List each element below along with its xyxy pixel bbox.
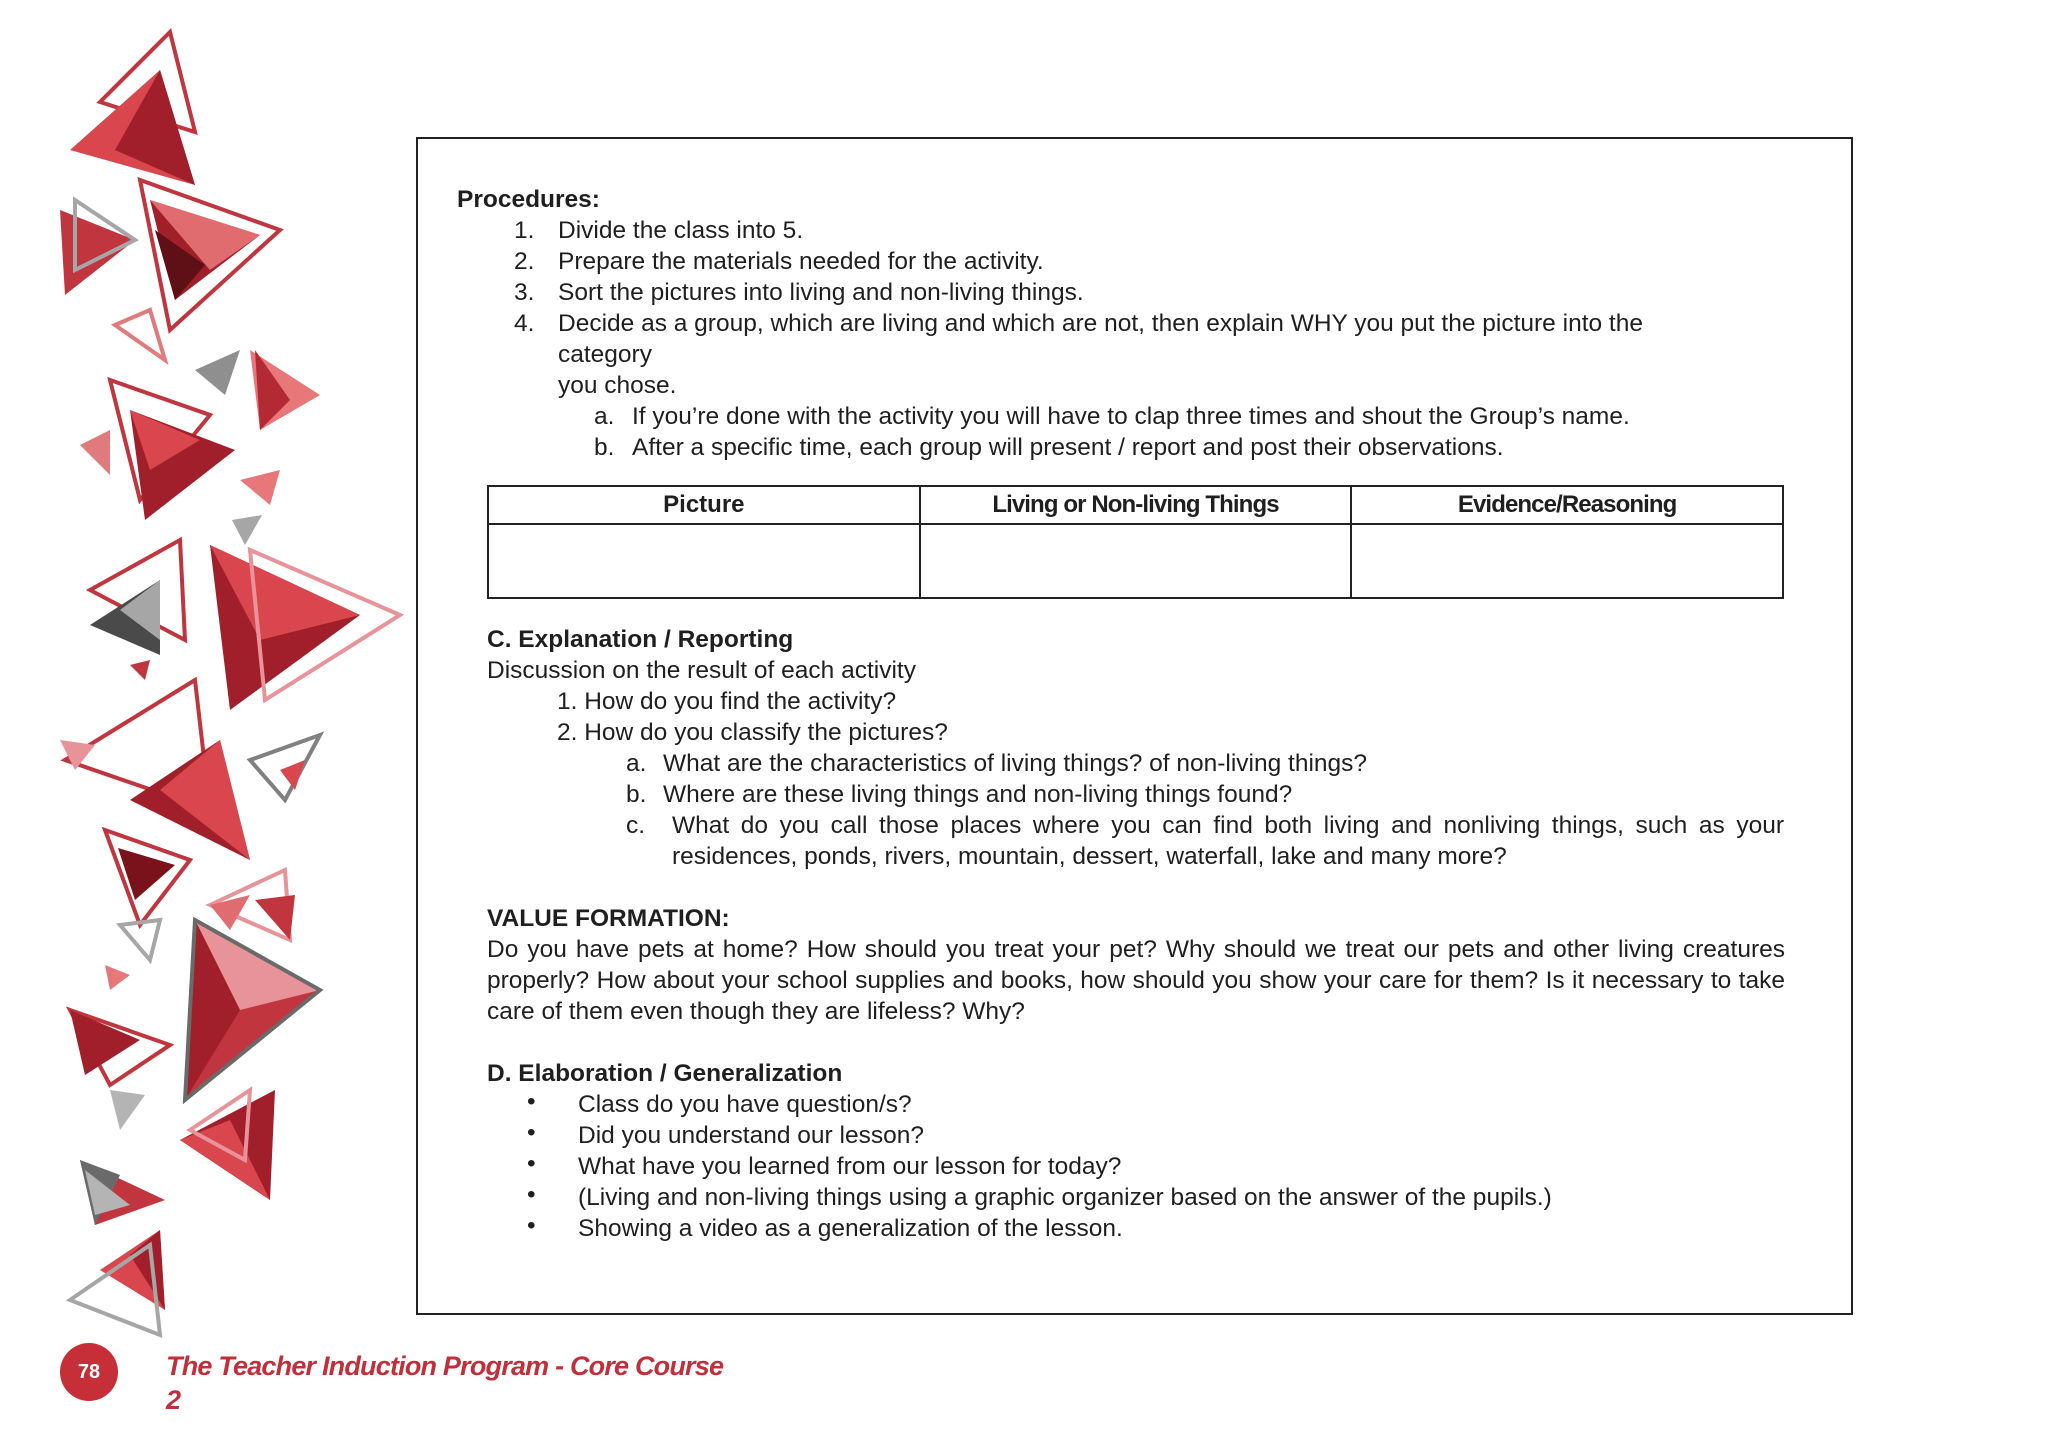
subquestion-text: What do you call those places where you can find both living and nonliving things, such as your residences, ponds, rivers, mountain, dessert, waterfall, lake and many more? — [672, 812, 1784, 870]
substep-letter: b. — [594, 434, 615, 461]
table-cell-empty — [920, 524, 1352, 598]
substep-text: After a specific time, each group will present / report and post their observations. — [632, 434, 1504, 461]
value-formation-text: Do you have pets at home? How should you treat your pet? Why should we treat our pets and other living creatures properly? How about your school supplies and books, how should you show your care for them? Is it necessary to take care of them even though they are lifeless? Why? — [487, 936, 1785, 1025]
step-text: Sort the pictures into living and non-living things. — [558, 279, 1084, 306]
discussion-question: 2. How do you classify the pictures? — [557, 719, 948, 746]
bullet-text: What have you learned from our lesson for today? — [578, 1153, 1122, 1180]
explanation-intro: Discussion on the result of each activity — [487, 657, 916, 684]
bullet-icon: • — [527, 1088, 536, 1115]
subquestion-letter: c. — [626, 812, 646, 839]
substep-text: If you’re done with the activity you will have to clap three times and shout the Group’s name. — [632, 403, 1630, 430]
step-number: 4. — [514, 310, 535, 337]
table-cell-empty — [1351, 524, 1783, 598]
bullet-text: (Living and non-living things using a graphic organizer based on the answer of the pupils.) — [578, 1184, 1552, 1211]
step-text-continued: you chose. — [558, 372, 677, 399]
substep-letter: a. — [594, 403, 615, 430]
subquestion-letter: a. — [626, 750, 647, 777]
step-text-continued: category — [558, 341, 652, 368]
observation-table — [487, 485, 1784, 599]
step-number: 2. — [514, 248, 535, 275]
elaboration-heading: D. Elaboration / Generalization — [487, 1060, 843, 1087]
table-cell-empty — [488, 524, 920, 598]
subquestion-text: Where are these living things and non-living things found? — [663, 781, 1293, 808]
footer-title — [166, 1349, 723, 1417]
table-header: Living or Non-living Things — [920, 486, 1352, 524]
step-number: 3. — [514, 279, 535, 306]
subquestion-text: What are the characteristics of living things? of non-living things? — [663, 750, 1368, 777]
step-text: Decide as a group, which are living and which are not, then explain WHY you put the picture into the — [558, 310, 1643, 337]
footer-title-line2: 2 — [166, 1385, 181, 1415]
subquestion-letter: b. — [626, 781, 647, 808]
step-number: 1. — [514, 217, 535, 244]
value-formation-heading: VALUE FORMATION: — [487, 905, 730, 932]
footer-title-line1: The Teacher Induction Program - Core Course — [166, 1351, 724, 1381]
step-text: Prepare the materials needed for the activity. — [558, 248, 1044, 275]
page-number-badge: 78 — [60, 1343, 118, 1401]
procedures-heading: Procedures: — [457, 186, 600, 213]
bullet-text: Showing a video as a generalization of the lesson. — [578, 1215, 1123, 1242]
decorative-triangles — [0, 0, 420, 1360]
bullet-text: Did you understand our lesson? — [578, 1122, 924, 1149]
table-header: Evidence/Reasoning — [1351, 486, 1783, 524]
bullet-icon: • — [527, 1212, 536, 1239]
bullet-icon: • — [527, 1181, 536, 1208]
bullet-icon: • — [527, 1150, 536, 1177]
table-header: Picture — [488, 486, 920, 524]
step-text: Divide the class into 5. — [558, 217, 804, 244]
content-frame — [416, 137, 1853, 1315]
explanation-heading: C. Explanation / Reporting — [487, 626, 794, 653]
bullet-icon: • — [527, 1119, 536, 1146]
bullet-text: Class do you have question/s? — [578, 1091, 912, 1118]
discussion-question: 1. How do you find the activity? — [557, 688, 897, 715]
